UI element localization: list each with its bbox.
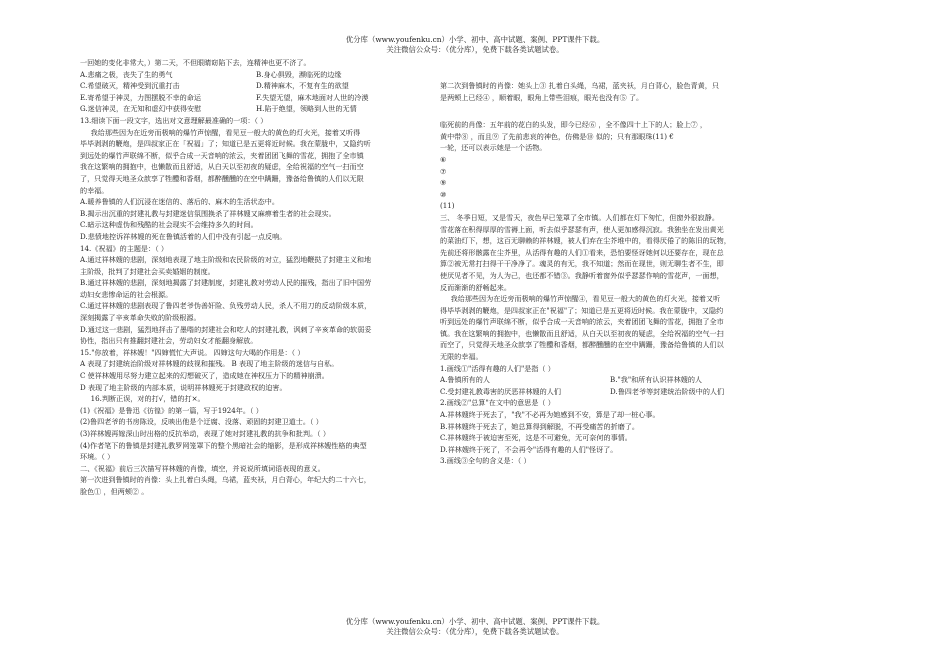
text-line: 主阶级，批判了封建社会买卖婚姻的制度。 bbox=[80, 266, 215, 276]
option-text: B."我"和所有认识祥林嫂的人 bbox=[610, 375, 703, 385]
text-line: 听到远处的爆竹声联绵不断，似乎合成一天音响的浓云，夹着团团飞舞的雪花，拥抱了全市 bbox=[440, 317, 724, 327]
text-line: ⑨ bbox=[440, 178, 447, 188]
text-line: D.通过这一悲剧，猛烈地抨击了墨喈的封建社会和吃人的封建礼教，讽刺了辛亥革命的软弱妥 bbox=[80, 324, 372, 334]
option-text: A.鲁镇所有的人 bbox=[440, 375, 490, 385]
text-line: A.通过祥林嫂的悲剧，深刻地表现了地主阶级和农民阶级的对立，猛烈地鞭挞了封建主义和地 bbox=[80, 255, 372, 265]
option-text: D.精神麻木，不复有生的欲望 bbox=[256, 81, 349, 91]
text-line: 的菜油灯下，想，这百无聊赖的祥林嫂，被人们弃在尘芥堆中的，看得厌倦了的陈旧的玩物， bbox=[440, 236, 731, 246]
text-line: 镇。我在这繁响的拥抱中，也懒散而且舒适，从白天以至初夜的疑虑，全给祝福的空气一扫 bbox=[440, 328, 724, 338]
text-line: 一轮，还可以表示她是一个活物。 bbox=[440, 143, 547, 153]
text-line: 第二次到鲁镇时的肖像：她头上③ 扎着白头绳，乌裙，蓝夹袄，月白背心，脸色青黄，只 bbox=[440, 81, 719, 90]
text-line: (11) bbox=[440, 201, 455, 211]
option-row bbox=[80, 103, 432, 115]
text-line: C.祥林嫂终于被迫害至死，这是不可避免，无可奈何的事情。 bbox=[440, 433, 632, 443]
text-line: 深刻揭露了辛亥革命失败的阶级根源。 bbox=[80, 313, 201, 323]
footer-line-1: 优分库（www.youfenku.cn）小学、初中、高中试题、案例、PPT课件下载。 bbox=[345, 617, 605, 626]
text-line: ⑦ bbox=[440, 166, 447, 176]
text-line: 脸色① ，但两颊② 。 bbox=[80, 486, 149, 496]
text-line: D 表现了地主阶级的内部本质，说明祥林嫂死于封建政权的迫害。 bbox=[80, 382, 287, 392]
text-line: 反而渐渐的舒畅起来。 bbox=[440, 282, 511, 292]
option-text: F.失望无望，麻木地面对人世的冷漠 bbox=[256, 92, 369, 102]
text-line: 算②被无常打扫得干干净净了。魂灵的有无，我不知道；然而在现世，则无聊生者不生，即 bbox=[440, 259, 724, 269]
text-line: 使厌见者不见，为人为己，也还都不错③。我静听着窗外似乎瑟瑟作响的雪花声，一面想， bbox=[440, 270, 724, 280]
option-text: A.悲痛之极，丧失了生的勇气 bbox=[80, 69, 173, 79]
text-line: 15."你放着，祥林嫂！"四婶慌忙大声说。 四婶这句大喝的作用是：（ ） bbox=[80, 347, 305, 357]
page-header bbox=[0, 35, 950, 55]
text-line: 到远处的爆竹声联绵不断，似乎合成一天音响的浓云，夹着团团飞舞的雪花，拥抱了全市镇 bbox=[80, 150, 364, 160]
option-text: D.鲁四老爷等封建统治阶级中的人们 bbox=[610, 386, 725, 396]
option-row bbox=[80, 80, 432, 92]
option-text: H.陷于绝望，领略到人世的无情 bbox=[256, 104, 357, 114]
text-line: B.揭示出沉重的封建礼教与封建迷信氛围换杀了祥林嫂又麻痹着生者的社会现实。 bbox=[80, 208, 336, 218]
option-text: C.希望破灭，精神受到沉重打击 bbox=[80, 81, 180, 91]
text-line: 是两颊上已经④ ，顺着眼，眼角上带些泪痕，眼光也没有⑤ 了。 bbox=[440, 92, 644, 102]
option-row bbox=[440, 386, 780, 398]
text-line: 第一次进到鲁镇时的肖像：头上扎着白头绳，乌裙，蓝夹袄，月白背心，年纪大约二十六七， bbox=[80, 475, 371, 485]
text-line: 而空了，只觉得天地圣众歆享了牲醴和香烟，都醉醺醺的在空中蹒跚，豫备给鲁镇的人们以 bbox=[440, 340, 724, 350]
text-line: 动妇女悲惨命运的社会根源。 bbox=[80, 289, 173, 299]
text-line: 我给那些因为在近旁而极响的爆竹声惊醒，看见豆一般大的黄色的灯火光，接着又听得 bbox=[90, 127, 361, 137]
text-line: 16.判断正误，对的打√，错的打×。 bbox=[90, 394, 205, 404]
text-line: C 使祥林嫂用尽努力建立起来的幻想破灭了，造成她在神权压力下的精神崩溃。 bbox=[80, 371, 329, 381]
text-line: 协性，指出只有推翻封建社会，劳动妇女才能翻身解放。 bbox=[80, 336, 258, 346]
text-line: 1.画线①"活得有趣的人们"是指（ ） bbox=[440, 363, 555, 373]
footer-line-2: 关注微信公众号：（优分库），免费下载各类试题试卷。 bbox=[386, 627, 564, 636]
text-line: B.通过祥林嫂的悲剧，深刻地揭露了封建制度，封建礼教对劳动人民的摧残，指出了旧中国劳 bbox=[80, 278, 372, 288]
text-line: (4)作者笔下的鲁镇是封建礼教罗网笼罩下的整个黑暗社会的缩影，是形成祥林嫂性格的典型 bbox=[80, 440, 367, 450]
text-line: 毕毕剥剥的鞭炮，是四叔家正在「祝福」了；知道已是五更将近时候。我在蒙胧中，又隐约听 bbox=[80, 139, 371, 149]
text-line: 雪花落在积得厚厚的雪褥上面，听去似乎瑟瑟有声，使人更加感得沉寂。我独坐在发出黄光 bbox=[440, 224, 724, 234]
text-line: 的幸福。 bbox=[80, 185, 109, 195]
option-row bbox=[80, 92, 432, 104]
text-line: 13.细读下面一段文字，选出对文意理解最准确的一项：（ ） bbox=[80, 115, 268, 125]
text-line: A 表现了封建统治阶级对祥林嫂的歧视和摧残。 B 表现了地主阶级的迷信与自私。 bbox=[80, 359, 339, 369]
text-line: ⑥ bbox=[440, 154, 447, 164]
text-line: 我给那些因为在近旁而极响的爆竹声惊醒④，看见豆一般大的黄色的灯火光，接着又听 bbox=[450, 294, 721, 304]
text-line: 我在这繁响的拥抱中，也懒散而且舒适，从白天以至初夜的疑虑，全给祝福的空气一扫而空 bbox=[80, 162, 364, 172]
header-line-2: 关注微信公众号：（优分库），免费下载各类试题试卷。 bbox=[386, 45, 564, 54]
option-text: E.寄希望于神灵，力图摆脱不幸的命运 bbox=[80, 92, 201, 102]
text-line: A.暖养鲁镇的人们沉浸在迷信的、落后的、麻木的生活状态中。 bbox=[80, 197, 279, 207]
option-text: G.迷信神灵，在无知和虚幻中获得安慰 bbox=[80, 104, 202, 114]
header-line-1: 优分库（www.youfenku.cn）小学、初中、高中试题、案例、PPT课件下载。 bbox=[345, 35, 605, 44]
text-line: 14.《祝福》的主题是：（ ） bbox=[80, 243, 169, 253]
text-line: 一回她的变化非常大，）第二天，不但眼睛窈陷下去，连精神也更不济了。 bbox=[80, 58, 311, 67]
text-line: C.通过祥林嫂的悲剧表现了鲁四老爷伪善奸险、负残劳动人民，杀人不用刀的反动阶级本质， bbox=[80, 301, 372, 311]
text-line: 3.画线③全句的含义是：（ ） bbox=[440, 456, 531, 466]
text-line: (2)鲁四老爷的书房陈设，反映出他是个迂腐、没落、顽固的封建卫道士。（ ） bbox=[80, 417, 323, 427]
text-line: C.暗示这种虚伪和残酷的社会现实不会维持多久的时间。 bbox=[80, 220, 258, 230]
text-line: D.悲愤地控诉祥林嫂的死在鲁镇活着的人们中没有引起一点反响。 bbox=[80, 231, 287, 241]
text-line: B.祥林嫂终于死去了，她总算得到解脱，不再受痛苦的折磨了。 bbox=[440, 421, 639, 431]
text-line: 临死前的肖像：五年前的花白的头发，即今已经⑥ ，全不像四十上下的人；脸上⑦ ， bbox=[440, 120, 707, 130]
left-column bbox=[80, 57, 432, 498]
option-row bbox=[80, 69, 432, 81]
text-line: ⑩ bbox=[440, 189, 447, 199]
text-line: 黄中带⑧ ，而且⑨ 了先前悲哀的神色，仿佛是⑩ 似的；只有那眼珠(11) € bbox=[440, 131, 674, 141]
text-line: 了，只觉得天地圣众歆享了牲醴和香烟，都醉醺醺的在空中蹒跚，豫备给鲁镇的人们以无限 bbox=[80, 173, 364, 183]
text-line: 得毕毕剥剥的鞭炮，是四叔家正在"祝福"了；知道已是五更将近时候。我在蒙胧中，又隐约 bbox=[440, 305, 724, 315]
text-line: 三、 冬季日短，又是雪天，夜色早已笼罩了全市镇。人们都在灯下匆忙，但窗外很寂静。 bbox=[440, 212, 719, 222]
option-text: C.受封建礼教毒害的厌恶祥林嫂的人们 bbox=[440, 386, 561, 396]
option-text: B.身心俱毁，濒临死的边缘 bbox=[256, 69, 342, 79]
text-line: 无限的幸福。 bbox=[440, 352, 483, 362]
text-line: 2.画线②"总算"在文中的意思是（ ） bbox=[440, 398, 555, 408]
page-footer bbox=[0, 617, 950, 637]
text-line: D.祥林嫂终于死了，不会再令"活得有趣的人们"怪讶了。 bbox=[440, 444, 618, 454]
text-line: (3)祥林嫂再嫁深山时出格的反抗举动，表现了她对封建礼教的抗争和批判。（ ） bbox=[80, 429, 330, 438]
text-line: 环境。（ ） bbox=[80, 452, 115, 462]
text-line: 二、《祝福》前后三次描写祥林嫂的肖像，填空，并说说所填词语表现的意义。 bbox=[80, 463, 325, 473]
right-column bbox=[440, 80, 780, 467]
option-row bbox=[440, 374, 780, 386]
text-line: (1)《祝福》是鲁迅《彷徨》的第一篇，写于1924年。（ ） bbox=[80, 405, 263, 415]
text-line: 先前还将形骸露在尘芥里，从活得有趣的人们①看来，恐怕要怪讶她何以还要存在，现在总 bbox=[440, 247, 724, 257]
text-line: A.祥林嫂终于死去了，"我"不必再为她感到不安，算是了却一桩心事。 bbox=[440, 410, 660, 420]
